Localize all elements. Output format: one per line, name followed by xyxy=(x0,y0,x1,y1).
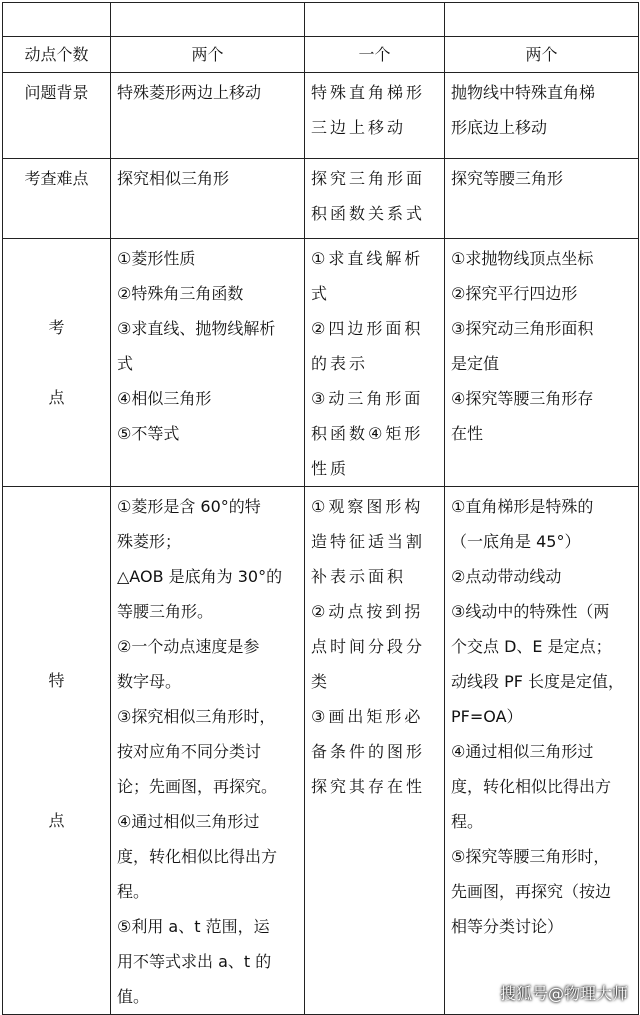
cell-line: 按对应角不同分类讨 xyxy=(117,742,262,761)
cell-line: 性质 xyxy=(311,459,350,478)
count-cell-3: 两个 xyxy=(445,37,639,73)
cell-line: 探究等腰三角形 xyxy=(451,169,564,188)
cell-line: 的表示 xyxy=(311,354,369,373)
cell-line: ①直角梯形是特殊的 xyxy=(451,497,594,516)
cell-line: ②点动带动线动 xyxy=(451,567,562,586)
cell-line: ①求直线解析 xyxy=(311,249,424,268)
cell-line: ③探究相似三角形时， xyxy=(117,707,276,726)
comparison-table xyxy=(2,2,639,1015)
features-cell-1 xyxy=(111,487,305,1015)
cell-line: △AOB 是底角为 30°的 xyxy=(117,567,283,586)
cell-line: 探究其存在性 xyxy=(311,777,426,796)
count-cell-1: 两个 xyxy=(111,37,305,73)
table-row-count xyxy=(3,37,639,73)
cell-line: 积函数关系式 xyxy=(311,204,426,223)
cell-line: 补表示面积 xyxy=(311,567,407,586)
cell-line: 程。 xyxy=(451,812,484,831)
cell-line: 积函数④矩形 xyxy=(311,424,424,443)
empty-cell xyxy=(305,3,445,37)
cell-line: 度，转化相似比得出方 xyxy=(117,847,278,866)
watermark: 搜狐号@物理大师 xyxy=(499,984,628,1003)
row-label-count: 动点个数 xyxy=(3,37,111,73)
row-label-features xyxy=(3,487,111,1015)
cell-line: 论；先画图，再探究。 xyxy=(117,777,278,796)
cell-line: ①菱形性质 xyxy=(117,249,196,268)
cell-line: 个交点 D、E 是定点； xyxy=(451,637,612,656)
points-label-char: 考 xyxy=(48,318,65,337)
features-label-char: 特 xyxy=(48,671,65,690)
table-row-difficulty xyxy=(3,159,639,239)
points-cell-1 xyxy=(111,239,305,487)
cell-line: 动线段 PF 长度是定值， xyxy=(451,672,625,691)
cell-line: ③画出矩形必 xyxy=(311,707,424,726)
cell-line: 备条件的图形 xyxy=(311,742,426,761)
cell-line: 抛物线中特殊直角梯 xyxy=(451,83,596,102)
cell-line: 特殊菱形两边上移动 xyxy=(117,83,262,102)
table-row-empty xyxy=(3,3,639,37)
cell-line: ④通过相似三角形过 xyxy=(117,812,260,831)
cell-line: 是定值 xyxy=(451,354,500,373)
cell-line: 度，转化相似比得出方 xyxy=(451,777,612,796)
cell-line: ③线动中的特殊性（两 xyxy=(451,602,610,621)
cell-line: ④通过相似三角形过 xyxy=(451,742,594,761)
background-cell-1 xyxy=(111,73,305,159)
cell-line: ②四边形面积 xyxy=(311,319,424,338)
cell-line: 殊菱形； xyxy=(117,532,182,551)
table-row-background xyxy=(3,73,639,159)
features-cell-3 xyxy=(445,487,639,1015)
cell-line: 在性 xyxy=(451,424,484,443)
cell-line: ③求直线、抛物线解析 xyxy=(117,319,276,338)
cell-line: 式 xyxy=(117,354,134,373)
table-row-features xyxy=(3,487,639,1015)
cell-line: 用不等式求出 a、t 的 xyxy=(117,952,272,971)
cell-line: ①观察图形构 xyxy=(311,497,424,516)
cell-line: 式 xyxy=(311,284,331,303)
table-row-points xyxy=(3,239,639,487)
points-cell-3 xyxy=(445,239,639,487)
cell-line: ①求抛物线顶点坐标 xyxy=(451,249,594,268)
cell-line: ⑤不等式 xyxy=(117,424,180,443)
cell-line: 探究相似三角形 xyxy=(117,169,230,188)
cell-line: ⑤利用 a、t 范围，运 xyxy=(117,917,270,936)
cell-line: 相等分类讨论） xyxy=(451,917,564,936)
background-cell-3 xyxy=(445,73,639,159)
features-cell-2 xyxy=(305,487,445,1015)
row-label-points xyxy=(3,239,111,487)
cell-line: ④探究等腰三角形存 xyxy=(451,389,594,408)
cell-line: 类 xyxy=(311,672,331,691)
row-label-background: 问题背景 xyxy=(3,73,111,159)
features-label-char: 点 xyxy=(48,811,65,830)
cell-line: ⑤探究等腰三角形时， xyxy=(451,847,610,866)
count-cell-2: 一个 xyxy=(305,37,445,73)
cell-line: ②探究平行四边形 xyxy=(451,284,578,303)
cell-line: 等腰三角形。 xyxy=(117,602,214,621)
row-label-difficulty: 考查难点 xyxy=(3,159,111,239)
cell-line: 造特征适当割 xyxy=(311,532,426,551)
cell-line: 三边上移动 xyxy=(311,118,407,137)
cell-line: ②动点按到拐 xyxy=(311,602,424,621)
cell-line: ③动三角形面 xyxy=(311,389,424,408)
points-cell-2 xyxy=(305,239,445,487)
cell-line: ①菱形是含 60°的特 xyxy=(117,497,261,516)
empty-cell xyxy=(111,3,305,37)
cell-line: 形底边上移动 xyxy=(451,118,548,137)
cell-line: 先画图，再探究（按边 xyxy=(451,882,612,901)
difficulty-cell-3 xyxy=(445,159,639,239)
cell-line: ④相似三角形 xyxy=(117,389,212,408)
cell-line: 特殊直角梯形 xyxy=(311,83,426,102)
cell-line: ③探究动三角形面积 xyxy=(451,319,594,338)
empty-cell xyxy=(3,3,111,37)
cell-line: 探究三角形面 xyxy=(311,169,426,188)
difficulty-cell-1 xyxy=(111,159,305,239)
cell-line: 数字母。 xyxy=(117,672,182,691)
cell-line: PF=OA） xyxy=(451,707,523,726)
empty-cell xyxy=(445,3,639,37)
background-cell-2 xyxy=(305,73,445,159)
cell-line: ②特殊角三角函数 xyxy=(117,284,244,303)
difficulty-cell-2 xyxy=(305,159,445,239)
cell-line: 程。 xyxy=(117,882,150,901)
points-label-char: 点 xyxy=(48,388,65,407)
cell-line: ②一个动点速度是参 xyxy=(117,637,260,656)
cell-line: （一底角是 45°） xyxy=(451,532,581,551)
cell-line: 值。 xyxy=(117,987,150,1006)
cell-line: 点时间分段分 xyxy=(311,637,426,656)
